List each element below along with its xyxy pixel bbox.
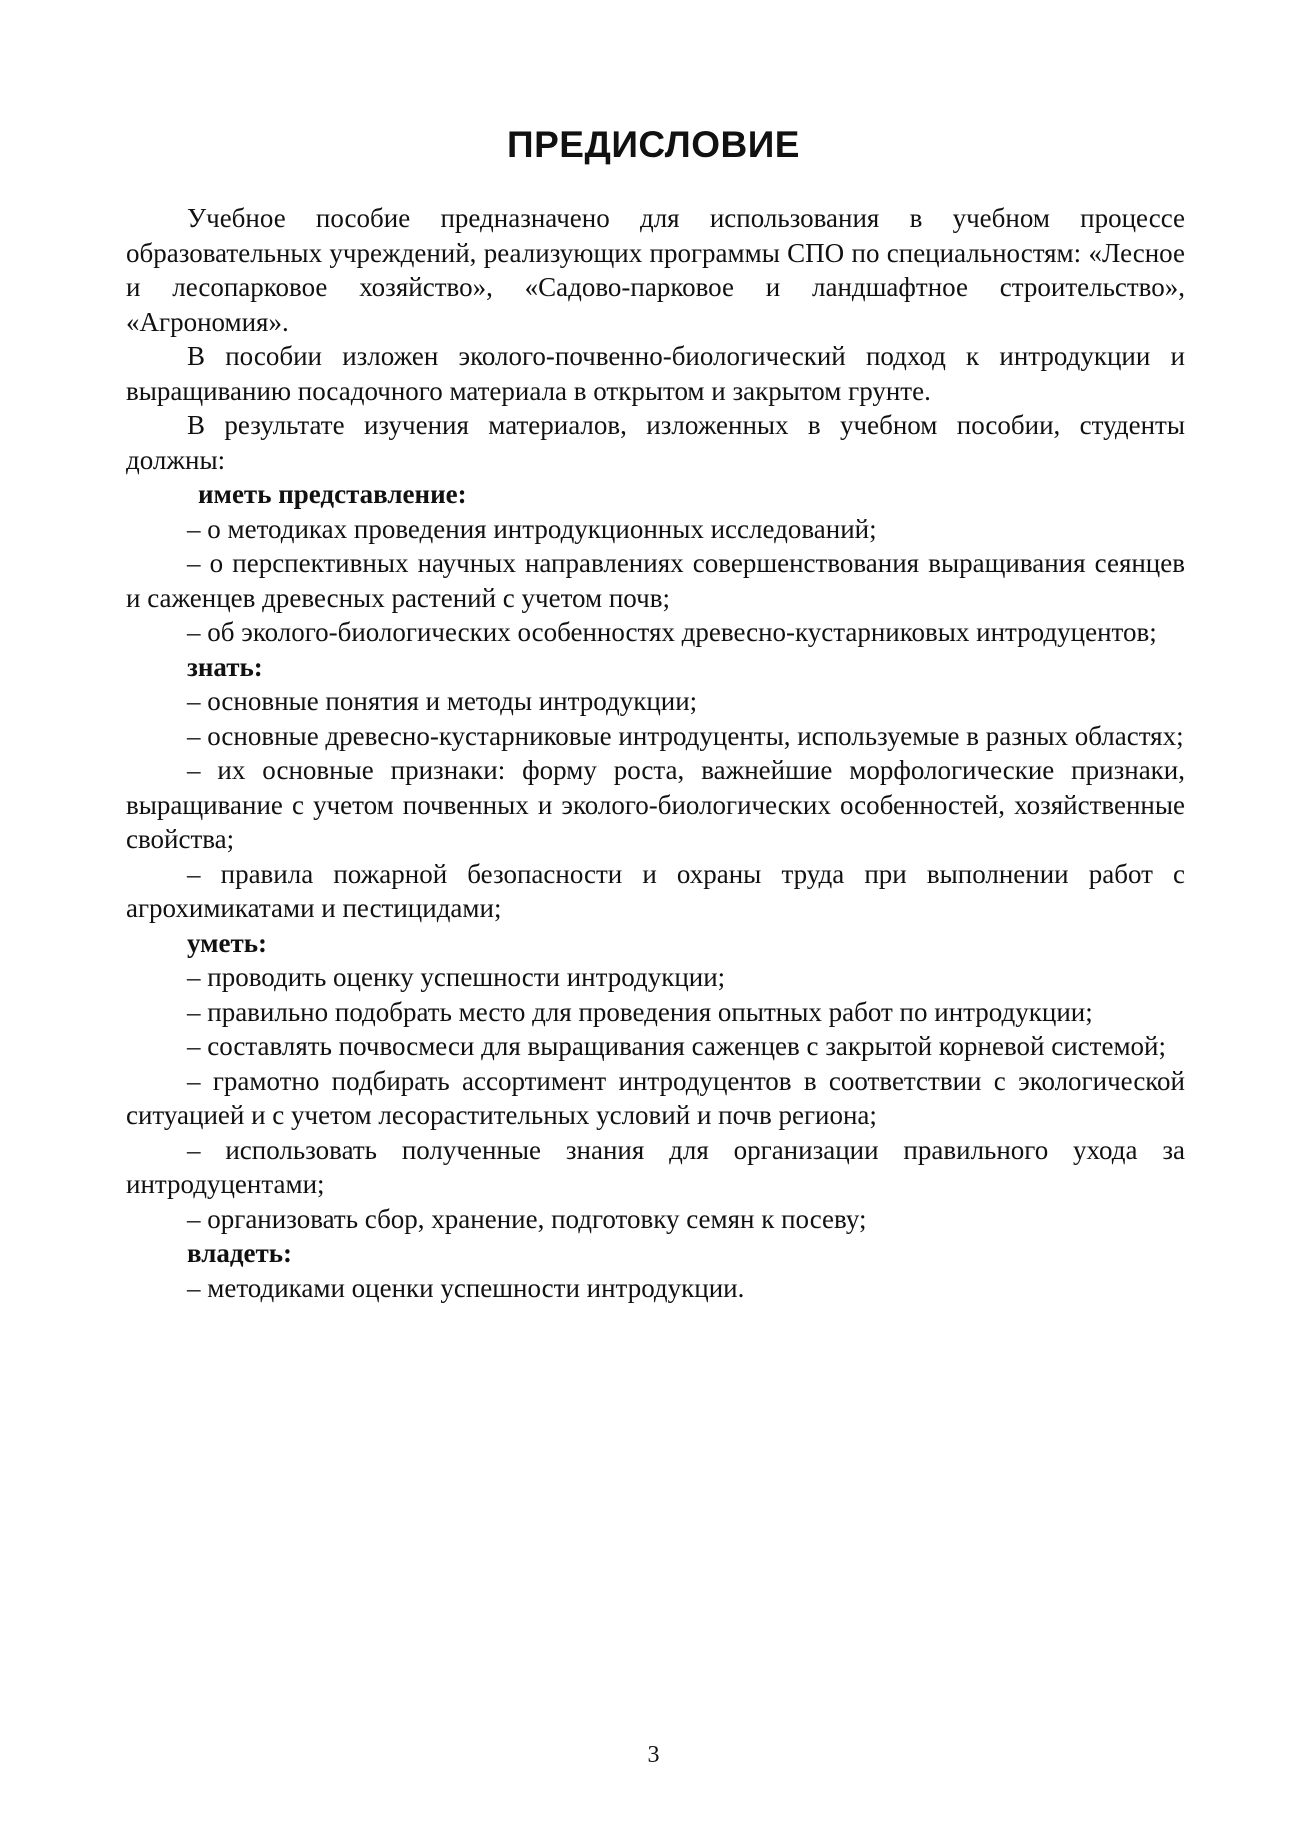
list-item: – организовать сбор, хранение, подготовку семян к посеву; [187,1203,867,1234]
page-number: 3 [647,1742,660,1768]
list-item: – составлять почвосмеси для выращивания саженцев с закрытой корневой системой; [187,1031,1166,1061]
intro-paragraph: В пособии изложен эколого-почвенно-биологический подход к интродукции и выращиванию посадочного материала в открытом и закрытом грунте. [126,341,1185,406]
intro-paragraph: Учебное пособие предназначено для использования в учебном процессе образовательных учреждений, реализующих программы СПО по специальностям: «Лесное и лесопарковое хозяйство», «Садово-парковое и ландшафтное строительство», «Агрономия». [126,203,1185,337]
list-item: – об эколого-биологических особенностях древесно-кустарниковых интродуцентов; [187,617,1157,647]
list-item: – методиками оценки успешности интродукции. [187,1272,745,1303]
intro-paragraph: В результате изучения материалов, изложенных в учебном пособии, студенты должны: [126,410,1185,475]
list-item: – о методиках проведения интродукционных исследований; [187,513,877,544]
list-item: – грамотно подбирать ассортимент интродуцентов в соответствии с экологической ситуацией и с учетом лесорастительных условий и почв региона; [126,1065,1185,1130]
list-item: – правильно подобрать место для проведения опытных работ по интродукции; [187,996,1093,1027]
list-item: – проводить оценку успешности интродукции; [187,962,726,992]
page-title: ПРЕДИСЛОВИЕ [507,124,800,165]
page-body [126,201,1185,1305]
section-heading-master: владеть: [187,1238,293,1268]
section-heading-know: знать: [187,651,263,682]
section-heading-able: уметь: [187,927,268,958]
list-item: – основные понятия и методы интродукции; [187,686,698,716]
list-item: – их основные признаки: форму роста, важнейшие морфологические признаки, выращивание с учетом почвенных и эколого-биологических особенностей, хозяйственные свойства; [126,755,1185,854]
list-item: – правила пожарной безопасности и охраны труда при выполнении работ с агрохимикатами и пестицидами; [126,858,1185,923]
list-item: – основные древесно-кустарниковые интродуценты, используемые в разных областях; [187,720,1184,751]
list-item: – о перспективных научных направлениях совершенствования выращивания сеянцев и саженцев древесных растений с учетом почв; [126,548,1185,613]
list-item: – использовать полученные знания для организации правильного ухода за интродуцентами; [126,1134,1185,1199]
section-heading-represent: иметь представление: [198,479,467,509]
